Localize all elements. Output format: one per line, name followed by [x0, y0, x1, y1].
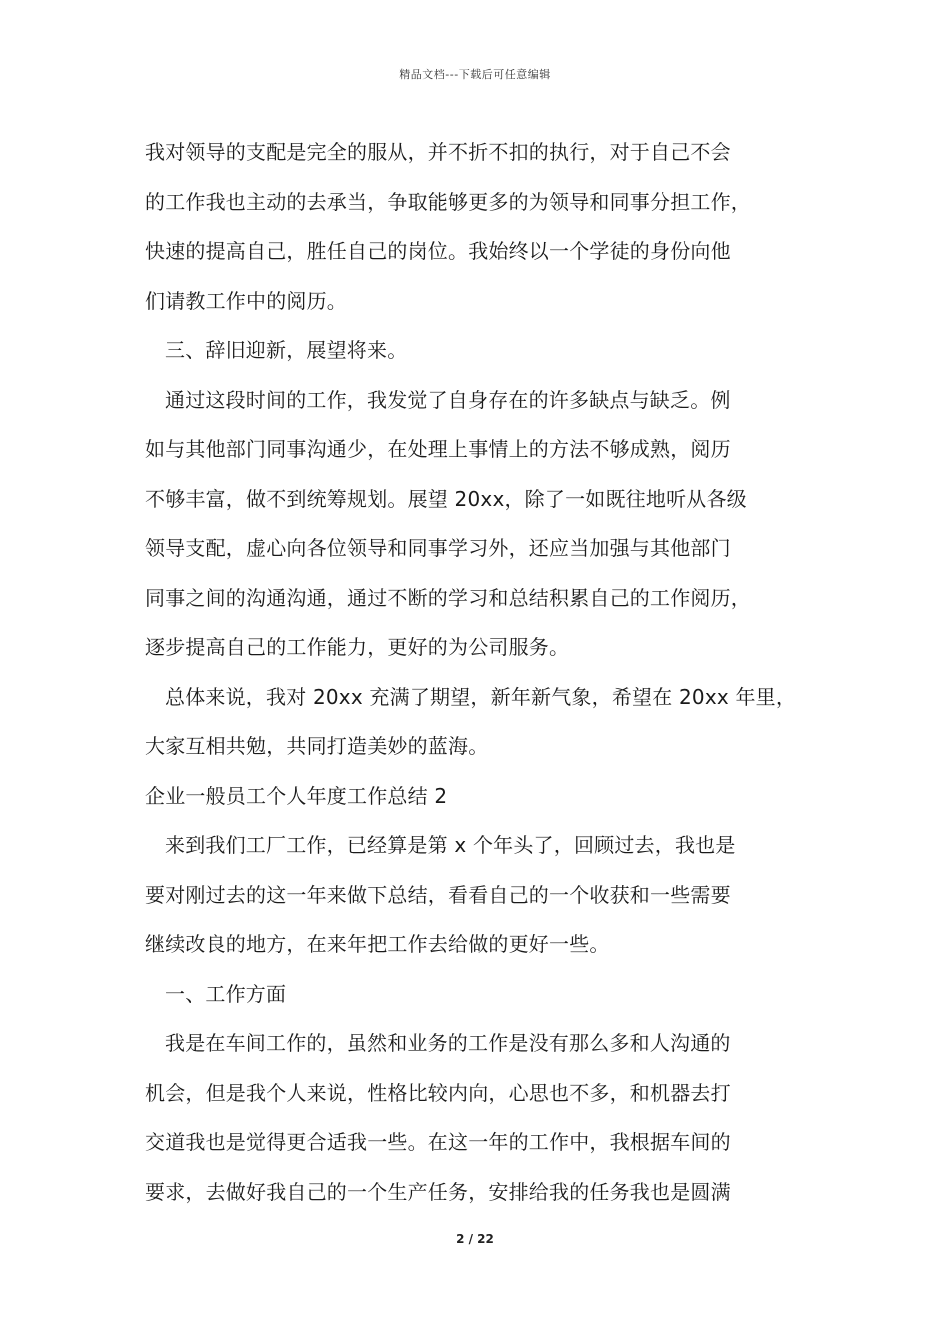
section-heading: 一、工作方面	[165, 981, 287, 1006]
text-line: 快速的提高自己，胜任自己的岗位。我始终以一个学徒的身份向他	[145, 239, 731, 263]
text-line: 要求，去做好我自己的一个生产任务，安排给我的任务我也是圆满	[145, 1179, 731, 1204]
text-line: 通过这段时间的工作，我发觉了自身存在的许多缺点与缺乏。例	[165, 387, 731, 412]
text-line: 我对领导的支配是完全的服从，并不折不扣的执行，对于自己不会	[145, 140, 731, 164]
text-line: 们请教工作中的阅历。	[145, 288, 347, 313]
text-line: 总体来说，我对 20xx 充满了期望，新年新气象，希望在 20xx 年里，	[165, 684, 797, 709]
section-heading: 三、辞旧迎新，展望将来。	[165, 338, 408, 362]
text-line: 机会，但是我个人来说，性格比较内向，心思也不多，和机器去打	[145, 1080, 731, 1105]
page-number: 2 / 22	[456, 1232, 494, 1246]
text-line: 大家互相共勉，共同打造美妙的蓝海。	[145, 734, 489, 758]
page-header: 精品文档---下载后可任意编辑	[399, 68, 551, 81]
text-line: 同事之间的沟通沟通，通过不断的学习和总结积累自己的工作阅历，	[145, 585, 751, 610]
text-line: 不够丰富，做不到统筹规划。展望 20xx，除了一如既往地听从各级	[145, 486, 747, 511]
text-line: 领导支配，虚心向各位领导和同事学习外，还应当加强与其他部门	[145, 536, 731, 560]
document-body	[145, 128, 825, 1217]
text-line: 我是在车间工作的，虽然和业务的工作是没有那么多和人沟通的	[165, 1031, 731, 1055]
text-line: 交道我也是觉得更合适我一些。在这一年的工作中，我根据车间的	[145, 1130, 731, 1154]
document-title: 企业一般员工个人年度工作总结 2	[145, 783, 448, 808]
text-line: 如与其他部门同事沟通少，在处理上事情上的方法不够成熟，阅历	[145, 437, 731, 461]
text-line: 的工作我也主动的去承当，争取能够更多的为领导和同事分担工作，	[145, 189, 751, 214]
text-line: 来到我们工厂工作，已经算是第 x 个年头了，回顾过去，我也是	[165, 833, 736, 857]
text-line: 继续改良的地方，在来年把工作去给做的更好一些。	[145, 932, 610, 956]
text-line: 逐步提高自己的工作能力，更好的为公司服务。	[145, 635, 570, 659]
text-line: 要对刚过去的这一年来做下总结，看看自己的一个收获和一些需要	[145, 882, 731, 907]
